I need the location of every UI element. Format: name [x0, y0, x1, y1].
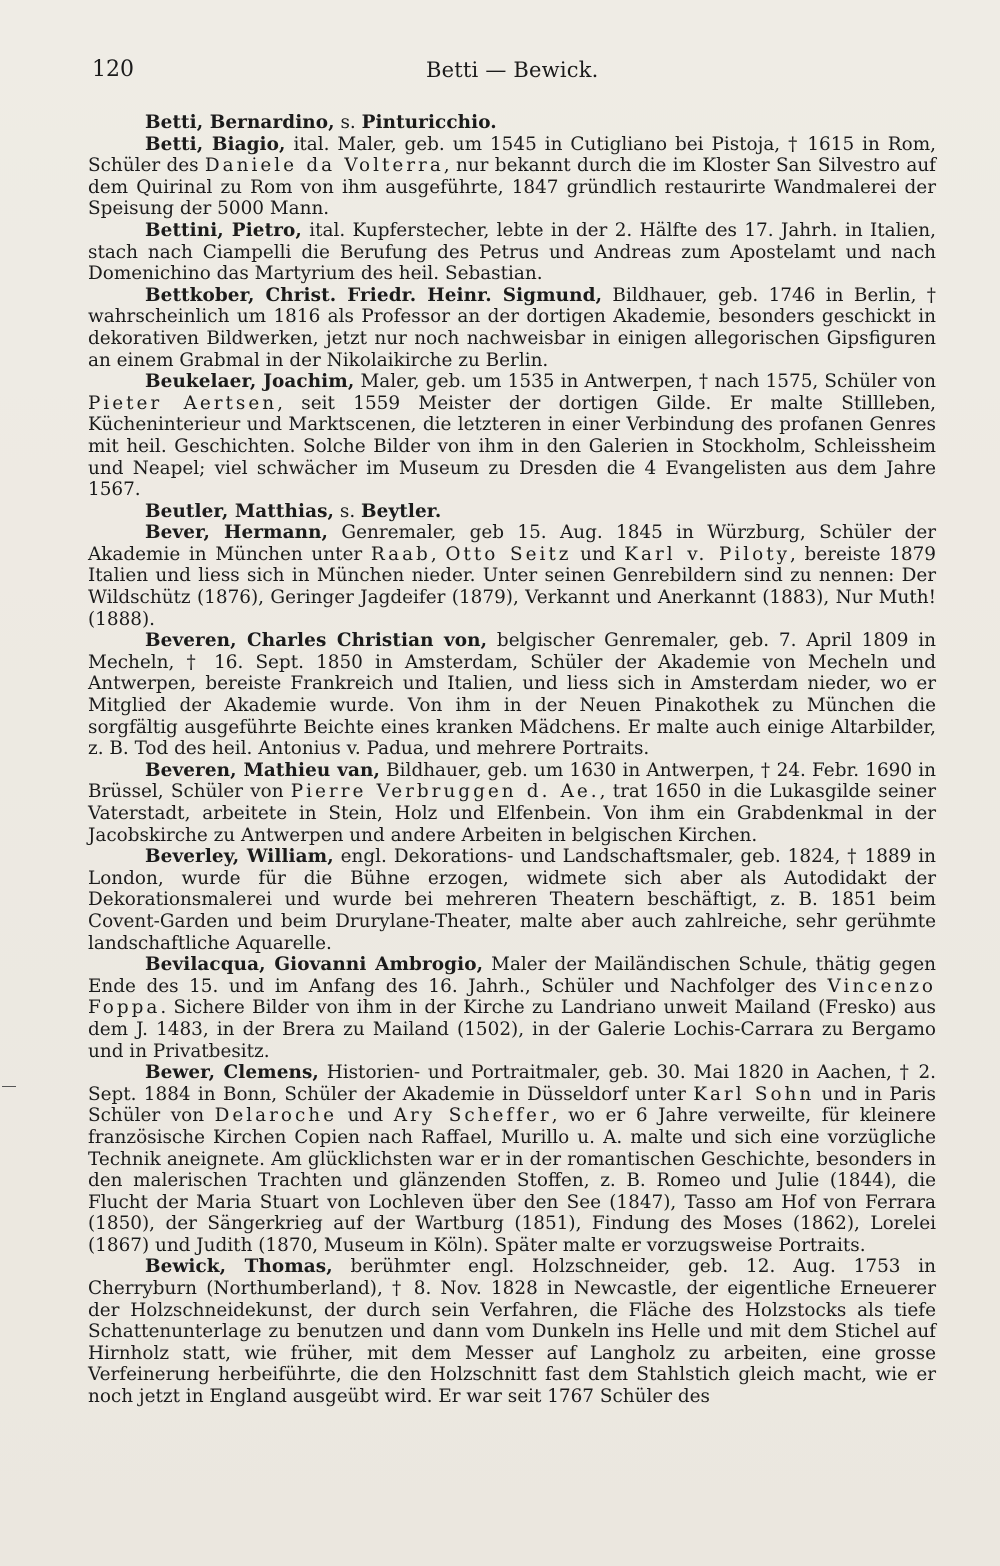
running-head [88, 56, 936, 102]
entry-bever-hermann [88, 522, 936, 630]
entry-bettkober [88, 285, 936, 371]
entry-beverley-william [88, 846, 936, 954]
entry-lemma: Beverley, William, [145, 846, 334, 868]
entry-bewick-thomas [88, 1256, 936, 1407]
entry-betti-biagio [88, 134, 936, 220]
entry-text: , trat 1650 in die Lukasgilde seiner Vaterstadt, arbeitete in Stein, Holz und Elfenbein. Von ihm ein Grabdenkmal in der Jacobskirche zu Antwerpen und andere Arbeiten in belgischen Kirchen. [88, 781, 936, 846]
entry-lemma: Betti, Biagio, [145, 133, 286, 155]
cross-reference: Beytler. [361, 500, 442, 522]
entry-text: belgischer Genremaler, geb. 7. April 1809 in Mecheln, † 16. Sept. 1850 in Amsterdam, Schüler der Akademie von Mecheln und Antwerpen, bereiste Frankreich und Italien, und liess sich in Amsterdam nieder, wo er Mitglied der Akademie wurde. Von ihm in der Neuen Pinakothek zu München die sorgfältig ausgeführte Beichte eines kranken Mädchens. Er malte auch einige Altarbilder, z. B. Tod des heil. Antonius v. Padua, und mehrere Portraits. [88, 630, 936, 760]
entry-lemma: Beveren, Mathieu van, [145, 759, 380, 781]
entry-beutler-matthias [88, 501, 936, 523]
entry-lemma: Bettkober, Christ. Friedr. Heinr. Sigmund, [145, 284, 603, 306]
page-number: 120 [92, 57, 134, 82]
entry-text: und [337, 1105, 394, 1127]
entry-text: Bildhauer, geb. 1746 in Berlin, † wahrscheinlich um 1816 als Professor an der dortigen Akademie, besonders geschickt in dekorativen Bildwerken, jetzt nur noch nachweisbar in einigen allegorischen Gipsfiguren an einem Grabmal in der Nikolaikirche zu Berlin. [88, 284, 936, 371]
entry-text: ital. Kupferstecher, lebte in der 2. Hälfte des 17. Jahrh. in Italien, stach nach Ciampelli die Berufung des Petrus und Andreas zum Apostelamt und nach Domenichino das Martyrium des heil. Sebastian. [88, 219, 936, 285]
entry-text: ital. Maler, geb. um 1545 in Cutigliano bei Pistoja, † 1615 in Rom, Schüler des [88, 133, 936, 177]
entry-text: Bildhauer, geb. um 1630 in Antwerpen, † 24. Febr. 1690 in Brüssel, Schüler von [88, 759, 936, 803]
entry-betti-bernardino [88, 112, 936, 134]
entry-lemma: Bewick, Thomas, [145, 1256, 333, 1278]
entry-lemma: Beveren, Charles Christian von, [145, 630, 488, 652]
entry-text: . Sichere Bilder von ihm in der Kirche zu Landriano unweit Mailand (Fresko) aus dem J. 1483, in der Brera zu Mailand (1502), in der Galerie Lochis-Carrara zu Bergamo und in Privatbesitz. [88, 997, 936, 1062]
cross-reference: Pinturicchio. [361, 112, 497, 133]
entry-lemma: Bewer, Clemens, [145, 1062, 319, 1084]
entry-text: Genremaler, geb 15. Aug. 1845 in Würzburg, Schüler der Akademie in München unter [88, 522, 936, 565]
entry-lemma: Bevilacqua, Giovanni Ambrogio, [145, 954, 484, 976]
spaced-name: Raab [370, 543, 431, 565]
entry-lemma: Bettini, Pietro, [145, 219, 302, 241]
entry-text: und in Paris Schüler von [88, 1083, 936, 1127]
running-title: Betti — Bewick. [426, 58, 599, 82]
spaced-name: Daniele da Volterra [204, 155, 444, 177]
entry-beveren-mathieu [88, 760, 936, 846]
entry-text: engl. Dekorations- und Landschaftsmaler, geb. 1824, † 1889 in London, wurde für die Bühne erzogen, widmete sich aber als Autodidakt der Dekorationsmalerei und wurde bei mehreren Theatern beschäftigt, z. B. 1851 beim Covent-Garden und beim Drurylane-Theater, malte aber auch zahlreiche, sehr gerühmte landschaftliche Aquarelle. [88, 846, 937, 954]
spaced-name: Vincenzo Foppa [88, 975, 936, 1019]
entry-text: , [430, 543, 446, 565]
entry-beukelaer-joachim [88, 371, 936, 501]
spaced-name: Otto Seitz [445, 543, 572, 565]
entry-bettini-pietro [88, 220, 936, 285]
entry-text: Maler, geb. um 1535 in Antwerpen, † nach 1575, Schüler von [354, 371, 936, 393]
spaced-name: Karl v. Piloty [624, 543, 791, 565]
spaced-name: Delaroche [214, 1105, 338, 1127]
entry-text: berühmter engl. Holzschneider, geb. 12. Aug. 1753 in Cherryburn (Northumberland), † 8. Nov. 1828 in Newcastle, der eigentliche Erneuerer der Holzschneidekunst, der durch sein Verfahren, die Fläche des Holzstocks als tiefe Schattenunterlage zu benutzen und dann vom Dunkeln ins Helle und mit dem Stichel auf Hirnholz statt, wie früher, mit dem Messer auf Langholz zu arbeiten, eine grosse Verfeinerung herbeiführte, die den Holzschnitt fast dem Stahlstich gleich macht, wie er noch jetzt in England ausgeübt wird. Er war seit 1767 Schüler des [88, 1256, 937, 1408]
spaced-name: Pieter Aertsen [88, 392, 278, 414]
entry-lemma: Bever, Hermann, [145, 522, 329, 544]
entry-bewer-clemens [88, 1062, 936, 1256]
entry-lemma: Beukelaer, Joachim, [145, 371, 355, 393]
entry-lemma: Beutler, Matthias, [145, 500, 335, 522]
entry-lemma: Betti, Bernardino, [145, 112, 335, 133]
entry-text: s. [334, 112, 362, 133]
entry-text: s. [334, 500, 362, 522]
entry-beveren-charles [88, 630, 936, 760]
entry-bevilacqua [88, 954, 936, 1062]
entry-text: Historien- und Portraitmaler, geb. 30. Mai 1820 in Aachen, † 2. Sept. 1884 in Bonn, Schüler der Akademie in Düsseldorf unter [88, 1062, 937, 1105]
margin-mark [2, 1086, 16, 1087]
entry-text: , seit 1559 Meister der dortigen Gilde. Er malte Stillleben, Kücheninterieur und Marktscenen, die letzteren in einer Verbindung des profanen Genres mit heil. Geschichten. Solche Bilder von ihm in den Galerien in Stockholm, Schleissheim und Neapel; viel schwächer im Museum zu Dresden die 4 Evangelisten aus dem Jahre 1567. [88, 392, 936, 501]
spaced-name: Pierre Verbruggen d. Ae. [290, 781, 600, 803]
entry-text: Maler der Mailändischen Schule, thätig gegen Ende des 15. und im Anfang des 16. Jahrh., Schüler und Nachfolger des [88, 954, 936, 997]
entry-text: , wo er 6 Jahre verweilte, für kleinere französische Kirchen Copien nach Raffael, Murillo u. A. malte und sich eine vorzügliche Technik aneignete. Am glücklichsten war er in der romantischen Geschichte, besonders in den malerischen Trachten und glänzenden Stoffen, z. B. Romeo und Julie (1844), die Flucht der Maria Stuart von Lochleven über den See (1847), Tasso am Hof von Ferrara (1850), der Sängerkrieg auf der Wartburg (1851), Findung des Moses (1862), Lorelei (1867) und Judith (1870, Museum in Köln). Später malte er vorzugsweise Portraits. [88, 1105, 936, 1256]
entry-text: und [571, 543, 625, 565]
entry-text: , bereiste 1879 Italien und liess sich in München nieder. Unter seinen Genrebildern sind zu nennen: Der Wildschütz (1876), Geringer Jagdeifer (1879), Verkannt und Anerkannt (1883), Nur Muth! (1888). [88, 543, 936, 630]
entry-text: , nur bekannt durch die im Kloster San Silvestro auf dem Quirinal zu Rom von ihm ausgeführte, 1847 gründlich restaurirte Wandmalerei der Speisung der 5000 Mann. [88, 155, 936, 220]
spaced-name: Ary Scheffer [393, 1105, 552, 1127]
entries-list [88, 112, 936, 1408]
spaced-name: Karl Sohn [693, 1083, 815, 1105]
